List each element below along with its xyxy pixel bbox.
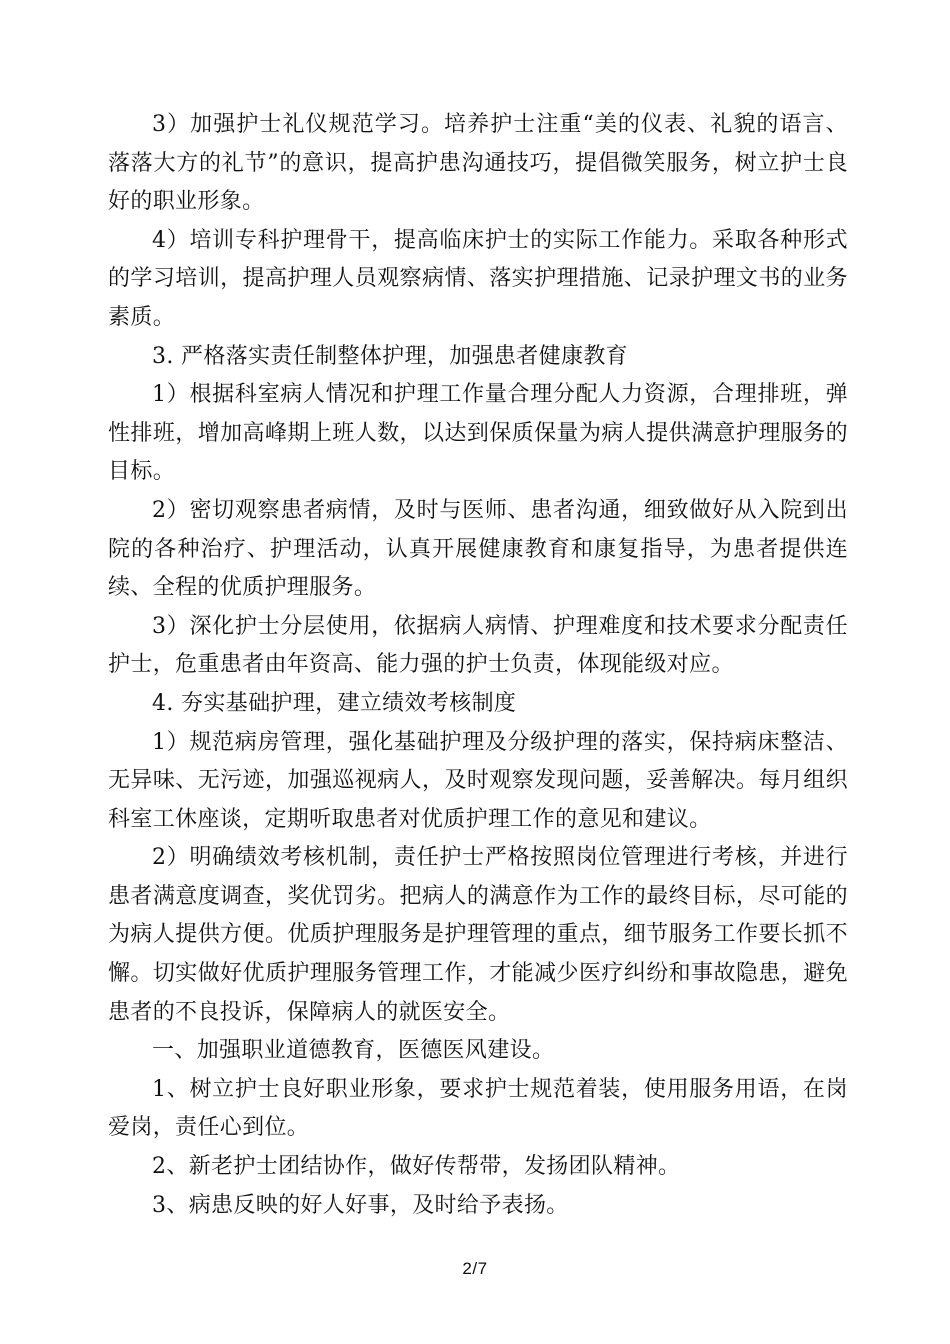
page-number: 2/7 bbox=[462, 1259, 488, 1278]
section-heading-ethics-education: 一、加强职业道德教育，医德医风建设。 bbox=[152, 1038, 555, 1064]
paragraph-patient-observation: 2）密切观察患者病情，及时与医师、患者沟通，细致做好从入院到出院的各种治疗、护理活动，认真开展健康教育和康复指导，为患者提供连续、全程的优质护理服务。 bbox=[108, 497, 848, 601]
section-heading-basic-nursing: 4. 夯实基础护理，建立绩效考核制度 bbox=[152, 690, 517, 716]
document-body bbox=[108, 106, 848, 1225]
paragraph-courtesy-training: 3）加强护士礼仪规范学习。培养护士注重“美的仪表、礼貌的语言、落落大方的礼节”的意识，提高护患沟通技巧，提倡微笑服务，树立护士良好的职业形象。 bbox=[108, 112, 848, 215]
paragraph-professional-image: 1、树立护士良好职业形象，要求护士规范着装，使用服务用语，在岗爱岗，责任心到位。 bbox=[108, 1076, 848, 1141]
paragraph-specialist-training: 4）培训专科护理骨干，提高临床护士的实际工作能力。采取各种形式的学习培训，提高护理人员观察病情、落实护理措施、记录护理文书的业务素质。 bbox=[108, 227, 848, 330]
paragraph-teamwork: 2、新老护士团结协作，做好传帮带，发扬团队精神。 bbox=[152, 1154, 681, 1180]
paragraph-ward-management: 1）规范病房管理，强化基础护理及分级护理的落实，保持病床整洁、无异味、无污迹，加强巡视病人，及时观察发现问题，妥善解决。每月组织科室工休座谈，定期听取患者对优质护理工作的意见和建议。 bbox=[108, 729, 848, 832]
section-heading-responsibility-care: 3. 严格落实责任制整体护理，加强患者健康教育 bbox=[152, 343, 629, 369]
paragraph-praise: 3、病患反映的好人好事，及时给予表扬。 bbox=[152, 1192, 569, 1218]
paragraph-staff-scheduling: 1）根据科室病人情况和护理工作量合理分配人力资源，合理排班，弹性排班，增加高峰期上班人数，以达到保质保量为病人提供满意护理服务的目标。 bbox=[108, 382, 848, 485]
paragraph-performance-assessment: 2）明确绩效考核机制，责任护士严格按照岗位管理进行考核，并进行患者满意度调查，奖优罚劣。把病人的满意作为工作的最终目标，尽可能的为病人提供方便。优质护理服务是护理管理的重点，细节服务工作要长抓不懈。切实做好优质护理服务管理工作，才能减少医疗纠纷和事故隐患，避免患者的不良投诉，保障病人的就医安全。 bbox=[108, 845, 848, 1025]
paragraph-tiered-nursing: 3）深化护士分层使用，依据病人病情、护理难度和技术要求分配责任护士，危重患者由年资高、能力强的护士负责，体现能级对应。 bbox=[108, 613, 848, 678]
